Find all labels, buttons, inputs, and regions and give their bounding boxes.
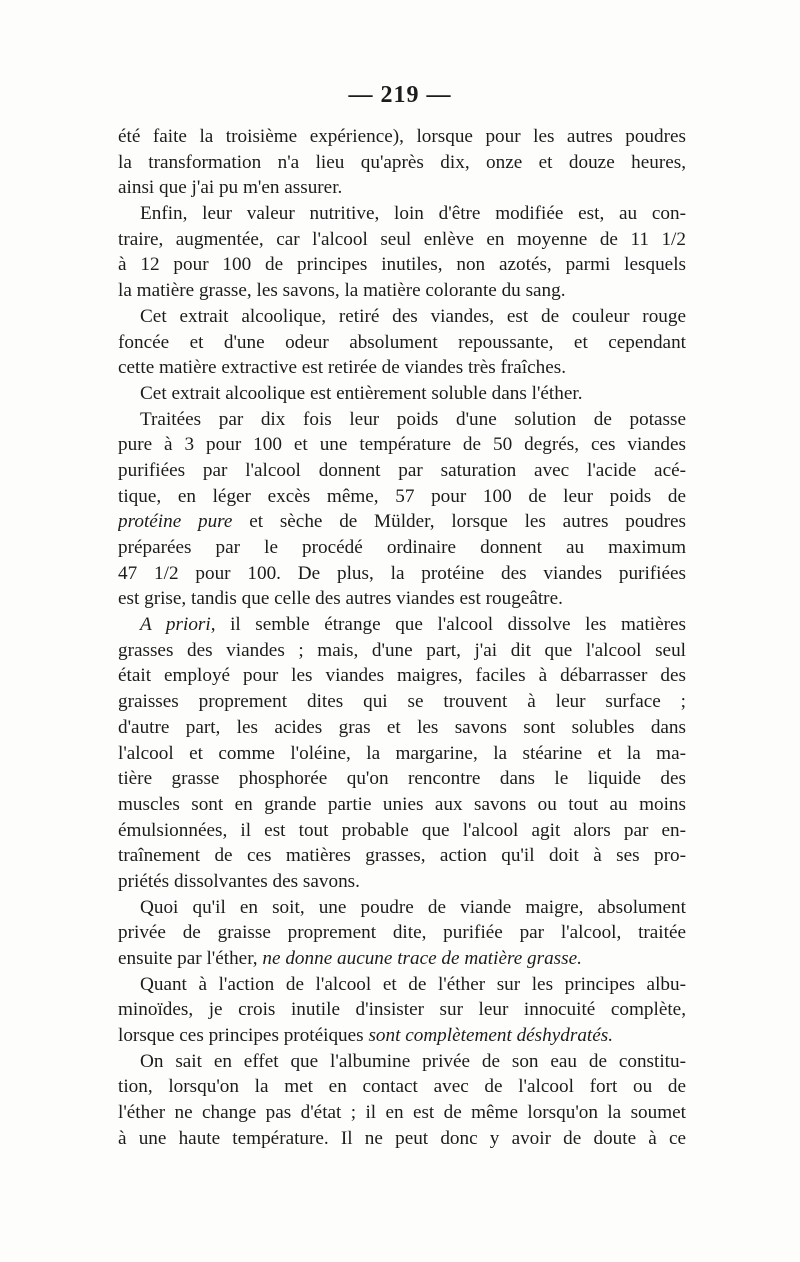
- text-line: pure à 3 pour 100 et une température de 50 degrés, ces viandes: [118, 434, 686, 456]
- text-line: 47 1/2 pour 100. De plus, la protéine des viandes purifiées: [118, 562, 686, 584]
- text-line: à une haute température. Il ne peut donc y avoir de doute à ce: [118, 1127, 686, 1149]
- text-line: grasses des viandes ; mais, d'une part, j'ai dit que l'alcool seul: [118, 639, 686, 661]
- text-line: lorsque ces principes protéiques sont complètement déshydratés.: [118, 1025, 614, 1047]
- text-line: graisses proprement dites qui se trouvent à leur surface ;: [118, 691, 686, 713]
- body-text: [118, 124, 686, 1152]
- text-line: l'éther ne change pas d'état ; il en est de même lorsqu'on la soumet: [118, 1102, 686, 1124]
- text-line: été faite la troisième expérience), lorsque pour les autres poudres: [118, 126, 686, 147]
- text-line: cette matière extractive est retirée de viandes très fraîches.: [118, 357, 566, 379]
- text-line: traire, augmentée, car l'alcool seul enlève en moyenne de 11 1/2: [118, 228, 686, 250]
- text-line: On sait en effet que l'albumine privée de son eau de constitu-: [140, 1050, 686, 1072]
- text-line: Quant à l'action de l'alcool et de l'éther sur les principes albu-: [140, 973, 686, 995]
- text-line: tion, lorsqu'on la met en contact avec de l'alcool fort ou de: [118, 1076, 686, 1098]
- text-line: était employé pour les viandes maigres, faciles à débarrasser des: [118, 665, 686, 687]
- text-line: traînement de ces matières grasses, action qu'il doit à ses pro-: [118, 845, 686, 867]
- text-line: la transformation n'a lieu qu'après dix, onze et douze heures,: [118, 151, 686, 173]
- text-line: privée de graisse proprement dite, purifiée par l'alcool, traitée: [118, 922, 686, 944]
- page-number: — 219 —: [348, 82, 452, 108]
- text-line: Quoi qu'il en soit, une poudre de viande maigre, absolument: [140, 896, 686, 918]
- text-line: est grise, tandis que celle des autres viandes est rougeâtre.: [118, 588, 563, 610]
- text-line: Cet extrait alcoolique, retiré des viandes, est de couleur rouge: [140, 305, 686, 327]
- text-line: ainsi que j'ai pu m'en assurer.: [118, 177, 343, 199]
- text-line: purifiées par l'alcool donnent par saturation avec l'acide acé-: [118, 459, 686, 481]
- text-line: Cet extrait alcoolique est entièrement soluble dans l'éther.: [140, 382, 583, 404]
- text-line: Enfin, leur valeur nutritive, loin d'être modifiée est, au con-: [140, 203, 686, 225]
- text-line: priétés dissolvantes des savons.: [118, 870, 360, 892]
- text-line: minoïdes, je crois inutile d'insister sur leur innocuité complète,: [118, 999, 686, 1021]
- text-line: A priori, il semble étrange que l'alcool dissolve les matières: [140, 614, 686, 636]
- text-line: à 12 pour 100 de principes inutiles, non azotés, parmi lesquels: [118, 254, 686, 276]
- text-line: tique, en léger excès même, 57 pour 100 de leur poids de: [118, 485, 686, 507]
- text-line: émulsionnées, il est tout probable que l'alcool agit alors par en-: [118, 819, 686, 841]
- text-line: ensuite par l'éther, ne donne aucune trace de matière grasse.: [118, 948, 582, 969]
- text-line: muscles sont en grande partie unies aux savons ou tout au moins: [118, 793, 686, 815]
- text-line: tière grasse phosphorée qu'on rencontre dans le liquide des: [118, 768, 686, 790]
- text-line: Traitées par dix fois leur poids d'une solution de potasse: [140, 408, 686, 430]
- text-line: l'alcool et comme l'oléine, la margarine, la stéarine et la ma-: [118, 742, 686, 764]
- text-line: d'autre part, les acides gras et les savons sont solubles dans: [118, 716, 686, 738]
- text-line: la matière grasse, les savons, la matière colorante du sang.: [118, 280, 566, 302]
- text-line: préparées par le procédé ordinaire donnent au maximum: [118, 537, 686, 558]
- text-line: protéine pure et sèche de Mülder, lorsque les autres poudres: [118, 511, 686, 533]
- text-line: foncée et d'une odeur absolument repoussante, et cependant: [118, 331, 686, 353]
